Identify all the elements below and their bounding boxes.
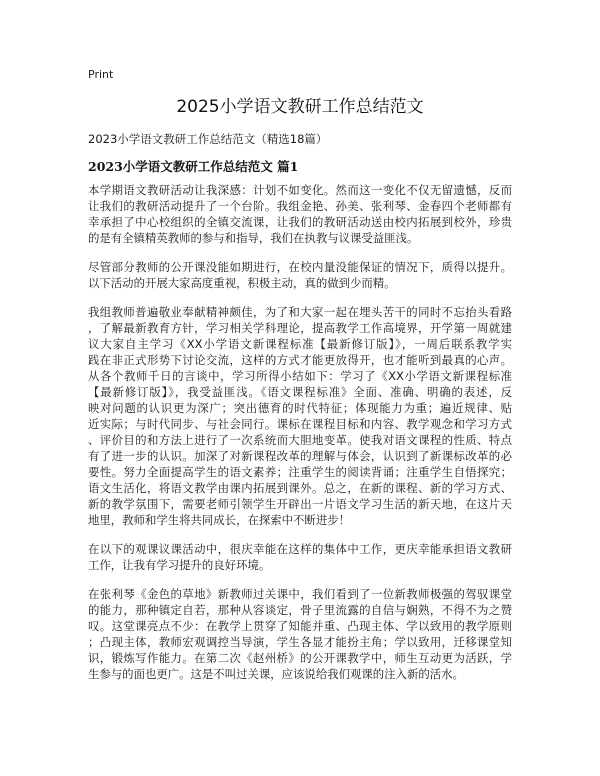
paragraph-line: 【最新修订版】》，我受益匪浅。《语文课程标准》全面、准确、明确的表述，反 bbox=[88, 385, 512, 399]
paragraph-line: 以下活动的开展大家高度重视，积极主动，真的做到少而精。 bbox=[88, 276, 396, 290]
paragraph-line: 在张利琴《金色的草地》新教师过关课中，我们看到了一位新教师极强的驾驭课堂 bbox=[88, 587, 512, 601]
paragraph-line: 在以下的观课议课活动中，很庆幸能在这样的集体中工作，更庆幸能承担语文教研 bbox=[88, 542, 512, 556]
paragraph-line: ，了解最新教育方针，学习相关学科理论，提高教学工作高境界，开学第一周就建 bbox=[88, 321, 512, 335]
paragraph-line: 近实际；与时代同步、与社会同行。课标在课程目标和内容、教学观念和学习方式 bbox=[88, 417, 512, 431]
print-link[interactable]: Print bbox=[88, 68, 114, 81]
paragraph-line: 叹。这堂课亮点不少：在教学上贯穿了知能并重、凸现主体、学以致用的教学原则 bbox=[88, 619, 512, 633]
paragraph-line: 议大家自主学习《XX小学语文新课程标准【最新修订版】》，一周后联系教学实 bbox=[88, 337, 512, 351]
paragraph-line: 让我们的教研活动提升了一个台阶。我组金艳、孙美、张利琴、金春四个老师都有 bbox=[88, 199, 512, 213]
paragraph-line: 地里，教师和学生将共同成长，在探索中不断进步！ bbox=[88, 513, 350, 527]
paragraph-line: 幸承担了中心校组织的全镇交流课，让我们的教研活动送由校内拓展到校外，珍贵 bbox=[88, 215, 512, 229]
paragraph-line: 尽管部分教师的公开课没能如期进行，在校内量没能保证的情况下，质得以提升。 bbox=[88, 260, 512, 274]
paragraph-line: 识，锻炼写作能力。在第二次《赵州桥》的公开课教学中，师生互动更为活跃，学 bbox=[88, 651, 512, 665]
paragraph-line: 映对问题的认识更为深广；突出德育的时代特征；体现能力为重；遍近规律、贴 bbox=[88, 401, 512, 415]
paragraph-line: 、评价目的和方法上进行了一次系统而大胆地变革。使我对语文课程的性质、特点 bbox=[88, 433, 512, 447]
paragraph bbox=[88, 304, 512, 528]
paragraph-line: 新的教学氛围下，需要老师引领学生开辟出一片语文学习生活的新天地，在这片天 bbox=[88, 497, 512, 511]
paragraph-line: 要性。努力全面提高学生的语文素养；注重学生的阅读背诵；注重学生自悟探究； bbox=[88, 465, 512, 479]
paragraph-line: 语文生活化，将语文教学由课内拓展到课外。总之，在新的课程、新的学习方式、 bbox=[88, 481, 512, 495]
document-subtitle: 2023小学语文教研工作总结范文（精选18篇） bbox=[88, 132, 328, 146]
paragraph bbox=[88, 586, 512, 682]
paragraph-line: ；凸现主体，教师宏观调控当导演，学生各显才能扮主角；学以致用，迁移课堂知 bbox=[88, 635, 512, 649]
paragraph-line: 从各个教师千日的言谈中，学习所得小结如下：学习了《XX小学语文新课程标准 bbox=[88, 369, 512, 383]
paragraph-line: 的能力，那种镇定自若，那种从容谈定，骨子里流露的自信与娴熟，不得不为之赞 bbox=[88, 603, 512, 617]
paragraph bbox=[88, 541, 512, 573]
paragraph bbox=[88, 259, 512, 291]
paragraph-line: 本学期语文教研活动让我深感：计划不如变化。然而这一变化不仅无留遗憾，反而 bbox=[88, 183, 512, 197]
paragraph-line: 的是有全镇精英教师的参与和指导，我们在执教与议课受益匪浅。 bbox=[88, 231, 419, 245]
document-body bbox=[88, 182, 512, 695]
paragraph-line: 生参与的面也更广。这是不叫过关课，应该说给我们观课的注入新的活水。 bbox=[88, 667, 464, 681]
paragraph-line: 有了进一步的认识。加深了对新课程改革的理解与体会，认识到了新课标改革的必 bbox=[88, 449, 512, 463]
document-title: 2025小学语文教研工作总结范文 bbox=[176, 97, 424, 117]
section-heading: 2023小学语文教研工作总结范文 篇1 bbox=[88, 159, 299, 174]
paragraph-line: 践在非正式形势下讨论交流，这样的方式才能更放得开，也才能听到最真的心声。 bbox=[88, 353, 512, 367]
paragraph bbox=[88, 182, 512, 246]
paragraph-line: 工作，让我有学习提升的良好环境。 bbox=[88, 558, 271, 572]
paragraph-line: 我组教师普遍敬业奉献精神颇佳，为了和大家一起在埋头苦干的同时不忘抬头看路 bbox=[88, 305, 512, 319]
